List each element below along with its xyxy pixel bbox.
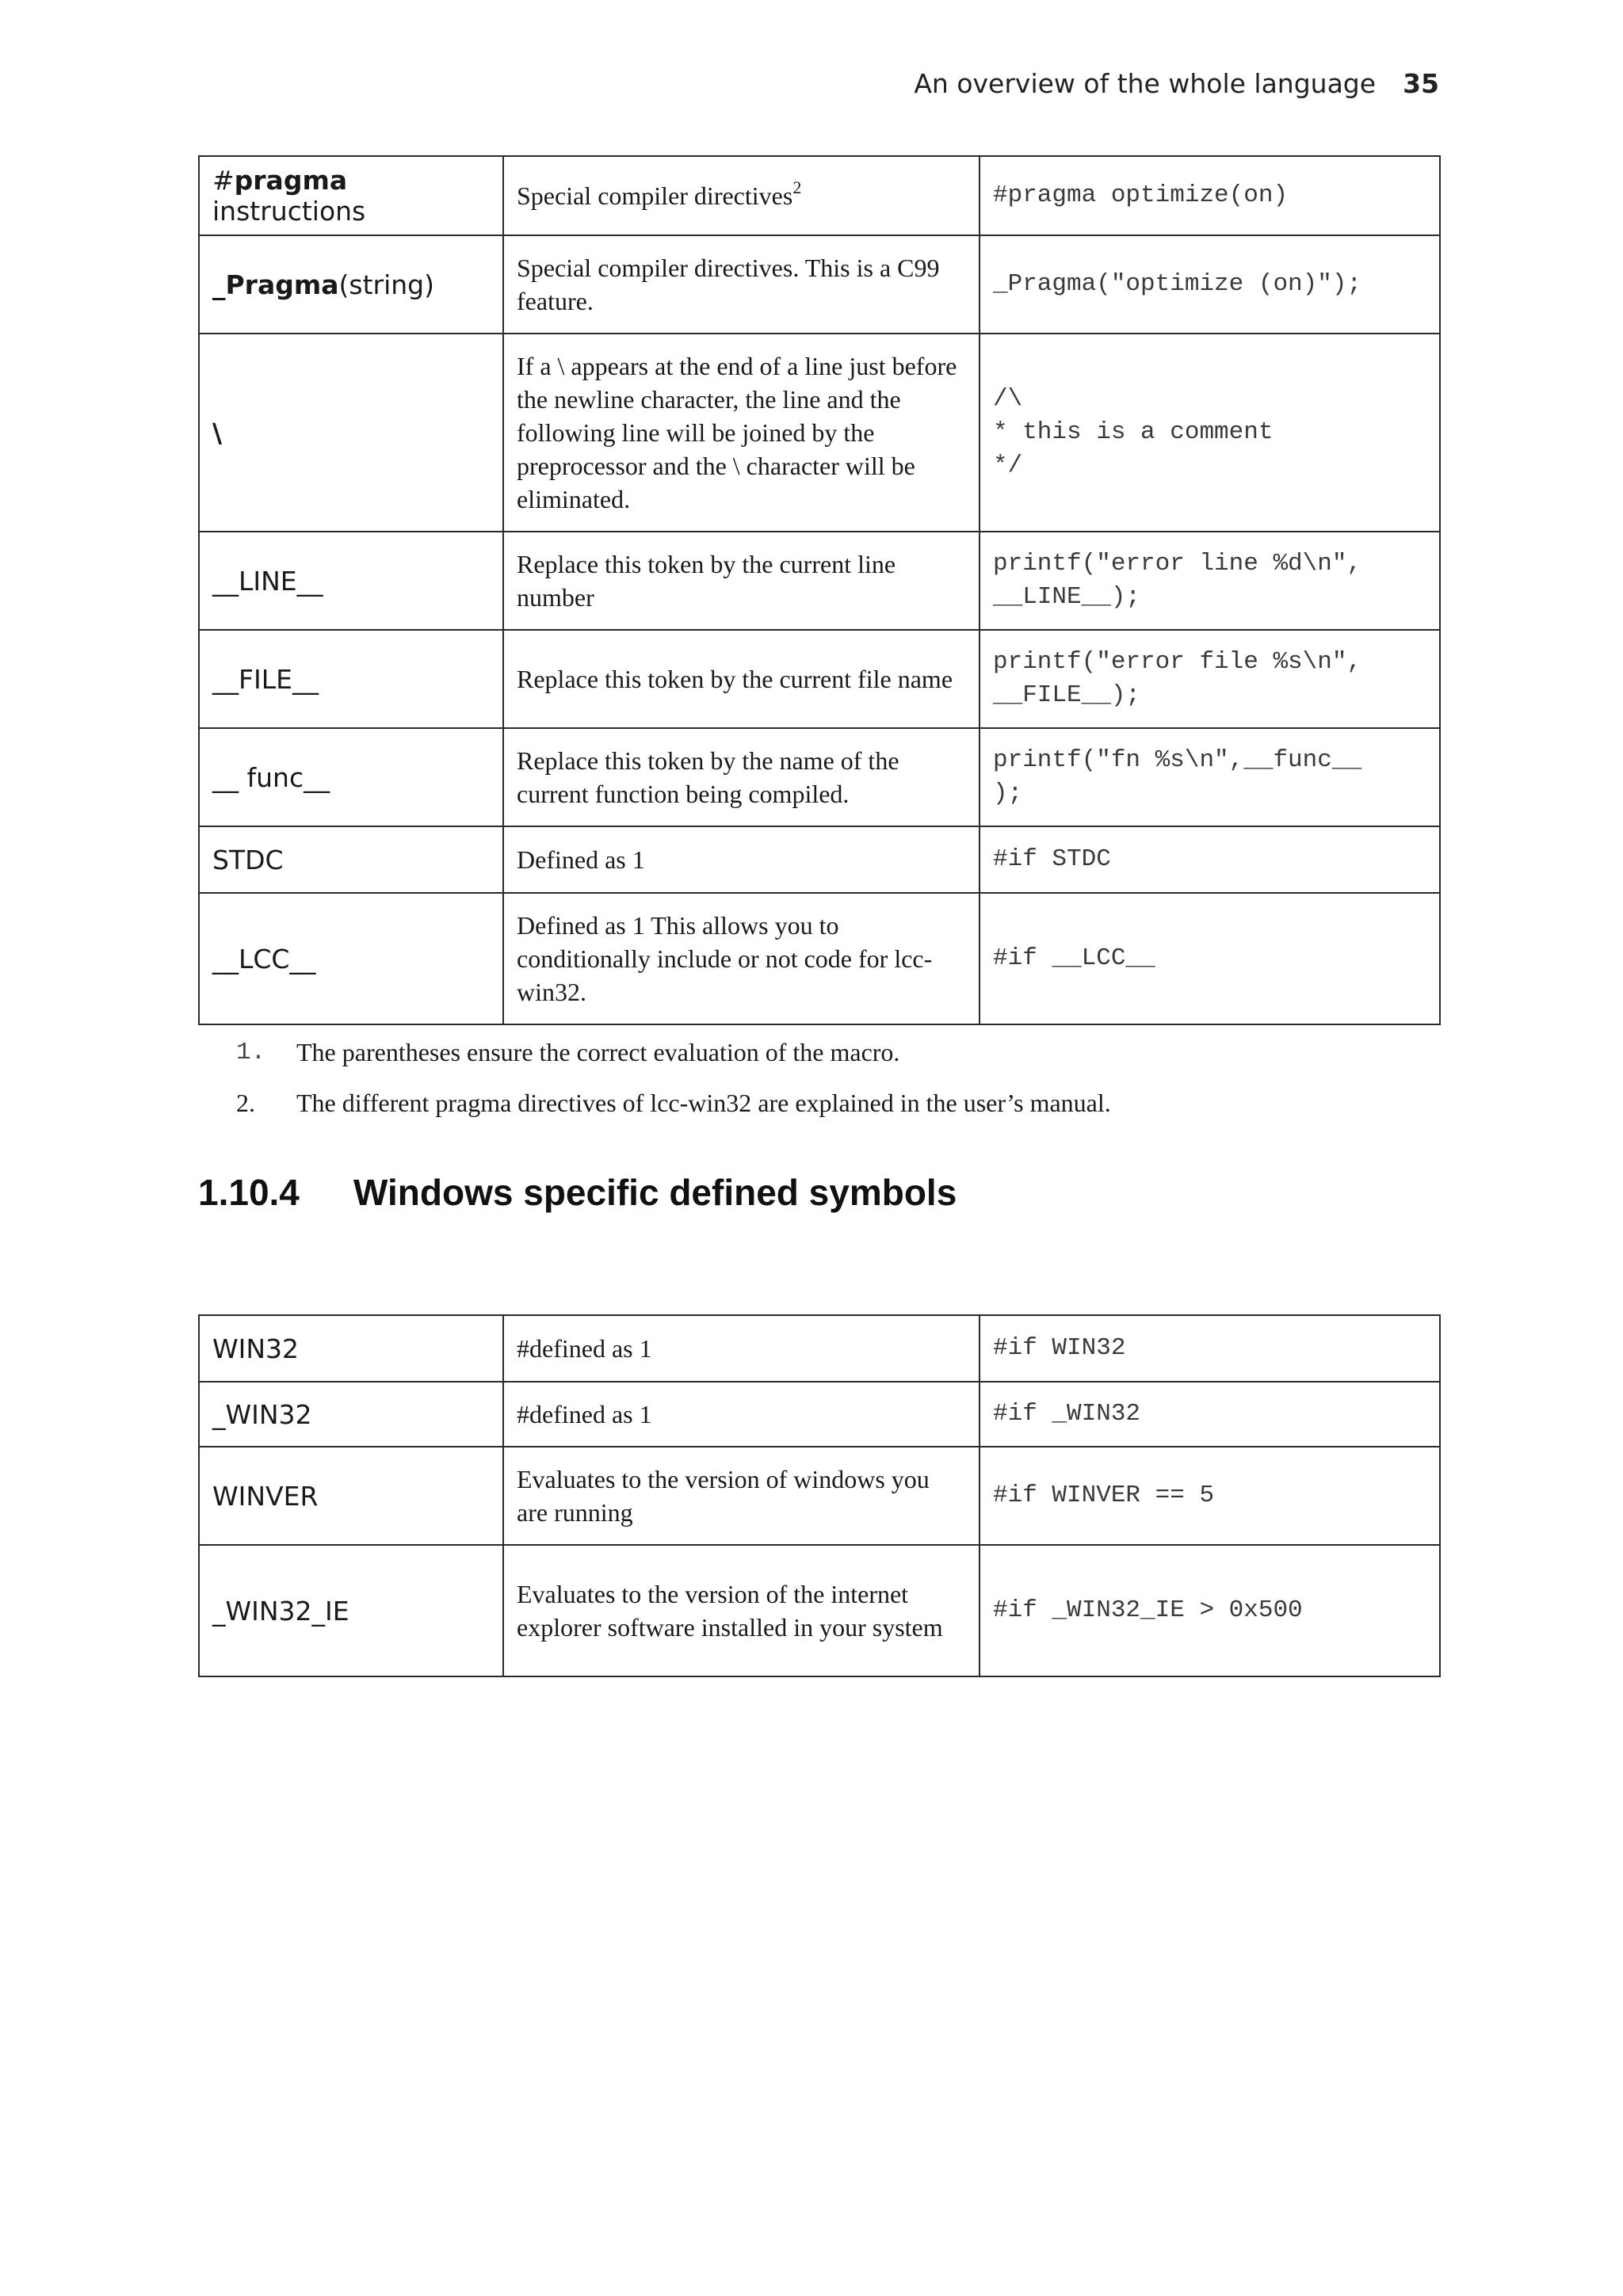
example-cell: #if _WIN32_IE > 0x500 bbox=[980, 1545, 1440, 1676]
windows-symbols-table bbox=[198, 1314, 1441, 1677]
example-cell: #if STDC bbox=[980, 826, 1440, 893]
section-heading bbox=[198, 1171, 957, 1214]
symbol-cell: STDC bbox=[199, 826, 503, 893]
symbol-cell: _WIN32 bbox=[199, 1382, 503, 1447]
symbol-cell: WINVER bbox=[199, 1447, 503, 1545]
table-row bbox=[199, 728, 1440, 826]
table-row bbox=[199, 156, 1440, 235]
symbol-cell bbox=[199, 156, 503, 235]
symbol-suffix-text: instructions bbox=[212, 196, 366, 227]
section-number: 1.10.4 bbox=[198, 1172, 300, 1213]
footnote-ref: 2 bbox=[792, 177, 802, 197]
footnote-number: 1. bbox=[236, 1038, 266, 1066]
example-cell: printf("fn %s\n",__func__ ); bbox=[980, 728, 1440, 826]
table-row bbox=[199, 532, 1440, 630]
symbol-cell bbox=[199, 334, 503, 532]
description-cell: Replace this token by the current file name bbox=[503, 630, 980, 728]
running-title: An overview of the whole language bbox=[914, 68, 1377, 99]
description-cell: Replace this token by the name of the current function being compiled. bbox=[503, 728, 980, 826]
table-row bbox=[199, 630, 1440, 728]
example-cell: #if _WIN32 bbox=[980, 1382, 1440, 1447]
table-row bbox=[199, 826, 1440, 893]
predefined-symbols-table bbox=[198, 155, 1441, 1025]
example-cell: #if WINVER == 5 bbox=[980, 1447, 1440, 1545]
example-cell: printf("error file %s\n", __FILE__); bbox=[980, 630, 1440, 728]
footnotes bbox=[236, 1027, 1111, 1128]
symbol-cell bbox=[199, 235, 503, 334]
table-row bbox=[199, 1545, 1440, 1676]
symbol-cell: __LCC__ bbox=[199, 893, 503, 1024]
description-cell: Replace this token by the current line number bbox=[503, 532, 980, 630]
example-cell: /\ * this is a comment */ bbox=[980, 334, 1440, 532]
table-row bbox=[199, 1382, 1440, 1447]
table-row bbox=[199, 1315, 1440, 1382]
table-row bbox=[199, 334, 1440, 532]
description-text: If a \ appears at the end of a line just before the newline character, the line and the following line will be joined by the preprocessor and the \ character will be eliminated. bbox=[517, 352, 957, 513]
footnote-number: 2. bbox=[236, 1088, 255, 1117]
example-cell: printf("error line %d\n", __LINE__); bbox=[980, 532, 1440, 630]
page-number: 35 bbox=[1403, 68, 1439, 99]
description-cell bbox=[503, 235, 980, 334]
description-cell: Evaluates to the version of the internet explorer software installed in your system bbox=[503, 1545, 980, 1676]
footnote bbox=[236, 1027, 1111, 1077]
symbol-cell: __ func__ bbox=[199, 728, 503, 826]
symbol-cell: WIN32 bbox=[199, 1315, 503, 1382]
example-cell: #if WIN32 bbox=[980, 1315, 1440, 1382]
description-cell: Defined as 1 This allows you to conditionally include or not code for lcc-win32. bbox=[503, 893, 980, 1024]
symbol-cell: _WIN32_IE bbox=[199, 1545, 503, 1676]
example-cell: _Pragma("optimize (on)"); bbox=[980, 235, 1440, 334]
footnote-text: The different pragma directives of lcc-win32 are explained in the user’s manual. bbox=[296, 1088, 1111, 1117]
description-cell bbox=[503, 156, 980, 235]
symbol-bold-text: \ bbox=[212, 417, 223, 448]
example-cell: #if __LCC__ bbox=[980, 893, 1440, 1024]
description-cell: #defined as 1 bbox=[503, 1382, 980, 1447]
section-title: Windows specific defined symbols bbox=[353, 1172, 957, 1213]
table-row bbox=[199, 1447, 1440, 1545]
footnote bbox=[236, 1077, 1111, 1128]
example-cell: #pragma optimize(on) bbox=[980, 156, 1440, 235]
running-header bbox=[0, 68, 1439, 99]
description-cell: Defined as 1 bbox=[503, 826, 980, 893]
table-row bbox=[199, 893, 1440, 1024]
symbol-bold-text: pragma bbox=[234, 165, 348, 196]
description-cell: Evaluates to the version of windows you are running bbox=[503, 1447, 980, 1545]
footnote-text: The parentheses ensure the correct evaluation of the macro. bbox=[296, 1037, 900, 1066]
symbol-text: # bbox=[212, 165, 235, 196]
symbol-cell: __FILE__ bbox=[199, 630, 503, 728]
symbol-bold-text: _Pragma bbox=[212, 269, 339, 300]
description-cell: #defined as 1 bbox=[503, 1315, 980, 1382]
symbol-cell: __LINE__ bbox=[199, 532, 503, 630]
symbol-suffix-text: (string) bbox=[338, 269, 434, 300]
table-row bbox=[199, 235, 1440, 334]
description-text: Special compiler directives. This is a C99 feature. bbox=[517, 254, 940, 315]
description-text: Special compiler directives bbox=[517, 181, 793, 210]
description-cell bbox=[503, 334, 980, 532]
